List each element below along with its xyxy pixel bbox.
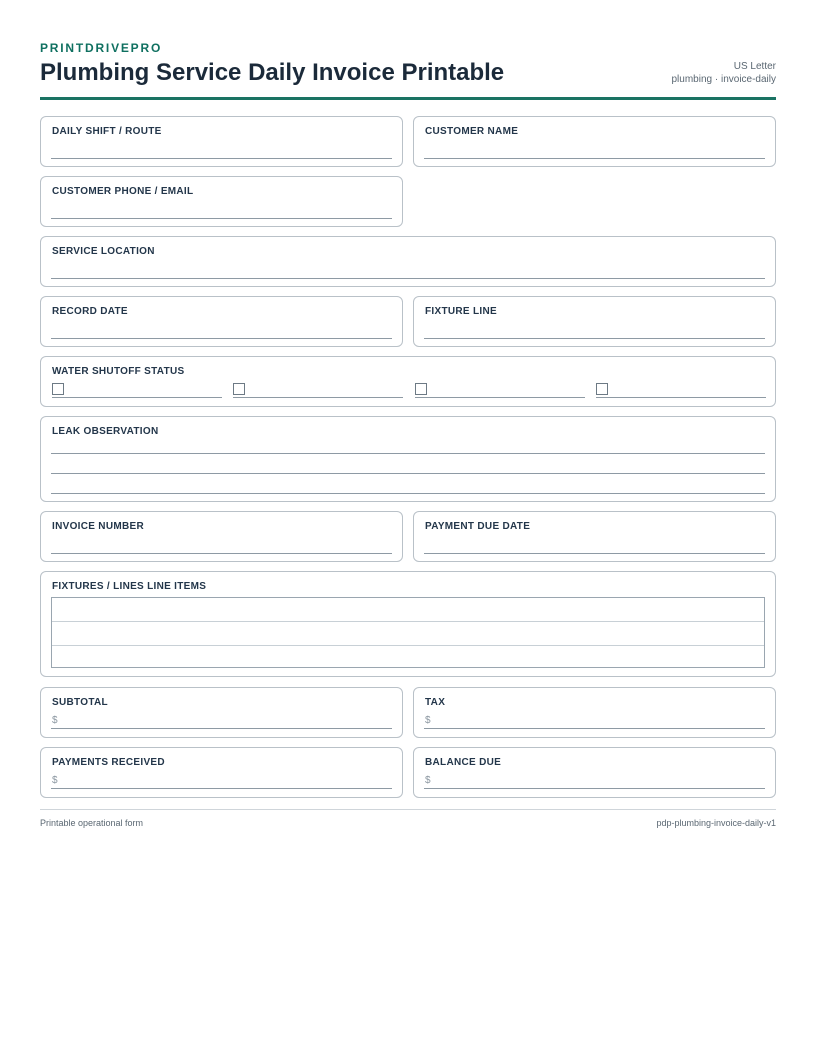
field-label: CUSTOMER PHONE / EMAIL bbox=[52, 186, 194, 197]
write-line bbox=[51, 338, 392, 339]
write-line bbox=[233, 397, 403, 398]
header-divider bbox=[40, 97, 776, 100]
footer-form-id: pdp-plumbing-invoice-daily-v1 bbox=[656, 818, 776, 828]
footer-divider bbox=[40, 809, 776, 810]
field-label: DAILY SHIFT / ROUTE bbox=[52, 126, 162, 137]
write-line bbox=[51, 493, 765, 494]
leak-observation-field[interactable] bbox=[40, 416, 776, 502]
checkbox[interactable] bbox=[52, 383, 64, 395]
status-option-4[interactable] bbox=[596, 383, 766, 399]
status-option-3[interactable] bbox=[415, 383, 585, 399]
write-line bbox=[51, 278, 765, 279]
status-option-2[interactable] bbox=[233, 383, 403, 399]
field-label: PAYMENTS RECEIVED bbox=[52, 757, 165, 768]
currency-symbol: $ bbox=[52, 775, 58, 786]
field-label: PAYMENT DUE DATE bbox=[425, 521, 531, 532]
daily-shift-route-field[interactable] bbox=[40, 116, 403, 167]
write-line bbox=[51, 158, 392, 159]
footer-left-text: Printable operational form bbox=[40, 818, 144, 828]
write-line bbox=[51, 553, 392, 554]
write-line bbox=[424, 338, 765, 339]
field-label: TAX bbox=[425, 697, 446, 708]
line-items-section bbox=[40, 571, 776, 677]
write-line bbox=[415, 397, 585, 398]
write-line bbox=[424, 728, 765, 729]
water-shutoff-status-field bbox=[40, 356, 776, 407]
status-option-1[interactable] bbox=[52, 383, 222, 399]
currency-symbol: $ bbox=[425, 775, 431, 786]
write-line bbox=[51, 788, 392, 789]
checkbox[interactable] bbox=[596, 383, 608, 395]
brand-logo-text: PRINTDRIVEPRO bbox=[40, 41, 163, 55]
write-line bbox=[51, 728, 392, 729]
write-line bbox=[51, 453, 765, 454]
invoice-number-field[interactable] bbox=[40, 511, 403, 562]
tax-field[interactable] bbox=[413, 687, 776, 738]
page-meta bbox=[672, 60, 777, 86]
service-location-field[interactable] bbox=[40, 236, 776, 287]
field-label: LEAK OBSERVATION bbox=[52, 426, 159, 437]
checkbox[interactable] bbox=[233, 383, 245, 395]
write-line bbox=[424, 553, 765, 554]
field-label: RECORD DATE bbox=[52, 306, 128, 317]
customer-name-field[interactable] bbox=[413, 116, 776, 167]
balance-due-field[interactable] bbox=[413, 747, 776, 798]
field-label: CUSTOMER NAME bbox=[425, 126, 519, 137]
subtotal-field[interactable] bbox=[40, 687, 403, 738]
field-label: BALANCE DUE bbox=[425, 757, 502, 768]
currency-symbol: $ bbox=[425, 715, 431, 726]
checkbox[interactable] bbox=[415, 383, 427, 395]
field-label: SUBTOTAL bbox=[52, 697, 108, 708]
write-line bbox=[424, 788, 765, 789]
payments-received-field[interactable] bbox=[40, 747, 403, 798]
write-line bbox=[596, 397, 766, 398]
currency-symbol: $ bbox=[52, 715, 58, 726]
table-row-divider bbox=[52, 645, 764, 646]
page-title: Plumbing Service Daily Invoice Printable bbox=[40, 59, 505, 86]
record-date-field[interactable] bbox=[40, 296, 403, 347]
payment-due-date-field[interactable] bbox=[413, 511, 776, 562]
tags-label: plumbing · invoice-daily bbox=[671, 74, 776, 85]
table-row-divider bbox=[52, 621, 764, 622]
field-label: WATER SHUTOFF STATUS bbox=[52, 366, 185, 377]
field-label: FIXTURES / LINES LINE ITEMS bbox=[52, 581, 207, 592]
write-line bbox=[51, 473, 765, 474]
write-line bbox=[52, 397, 222, 398]
field-label: INVOICE NUMBER bbox=[52, 521, 144, 532]
fixture-line-field[interactable] bbox=[413, 296, 776, 347]
write-line bbox=[51, 218, 392, 219]
paper-size-label: US Letter bbox=[733, 61, 776, 72]
line-items-table[interactable] bbox=[51, 597, 765, 668]
customer-phone-email-field[interactable] bbox=[40, 176, 403, 227]
write-line bbox=[424, 158, 765, 159]
field-label: SERVICE LOCATION bbox=[52, 246, 155, 257]
field-label: FIXTURE LINE bbox=[425, 306, 497, 317]
